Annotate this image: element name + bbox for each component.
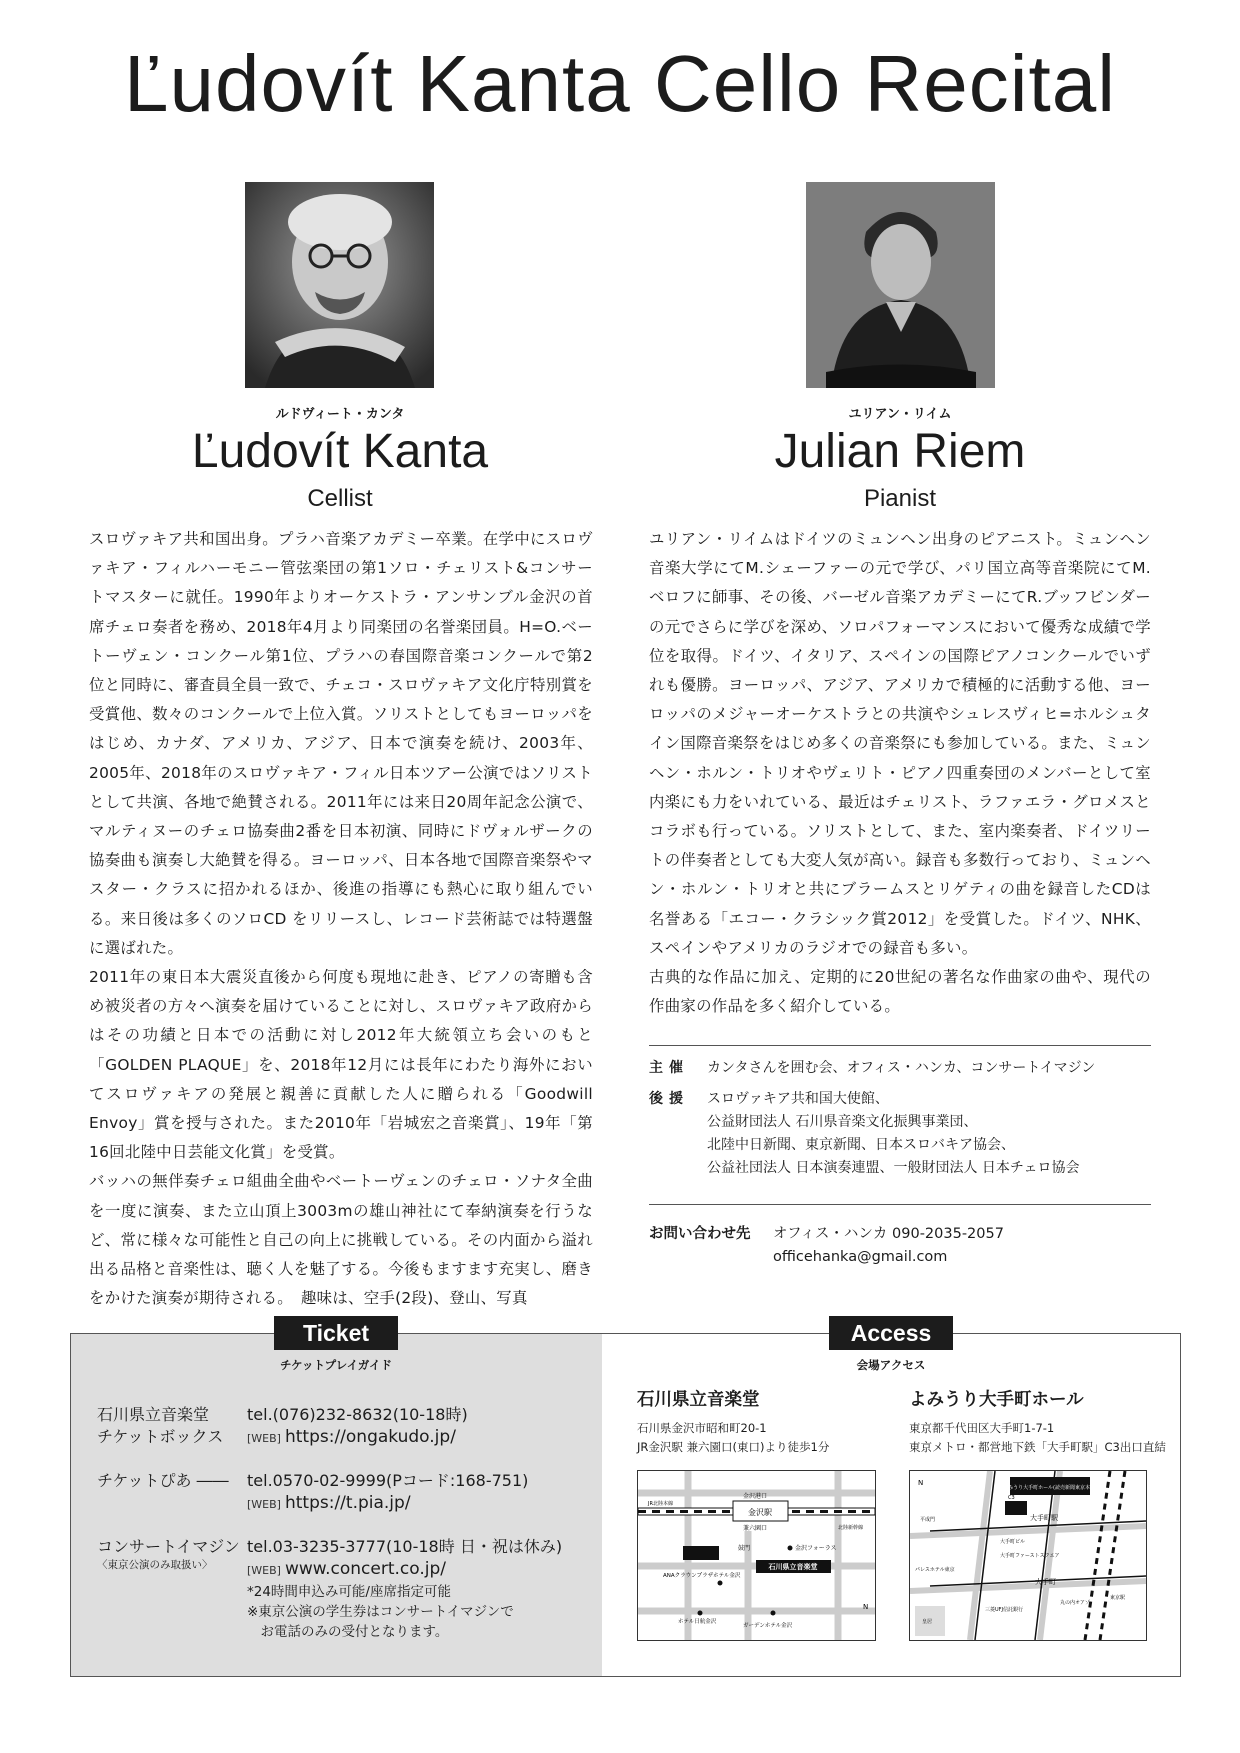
map-kanazawa	[637, 1470, 876, 1641]
venue-yomiuri	[909, 1386, 1166, 1457]
outlet-url[interactable]: www.concert.co.jp/	[284, 1559, 447, 1579]
map-label: 兼六園口	[743, 1525, 768, 1532]
access-tab: Access	[829, 1316, 953, 1350]
support-label: 後援	[649, 1091, 689, 1107]
contact-label: お問い合わせ先	[649, 1226, 751, 1242]
cellist-bio-paragraph: 2011年の東日本大震災直後から何度も現地に赴き、ピアノの寄贈も含め被災者の方々へ演奏を届けていることに対し、スロヴァキア政府からはその功績と日本での活動に対し2012年大統領立ち会いのもと「GOLDEN PLAQUE」を、2018年12月には長年にわたり海外においてスロヴァキアの発展と親善に貢献した人に贈られる「Goodwill Envoy」賞を授与された。また2010年「岩城宏之音楽賞」、19年「第16回北陸中日芸能文化賞」を受賞。	[89, 968, 593, 1162]
outlet-note: *24時間申込み可能/座席指定可能	[247, 1584, 451, 1600]
map-label: 三菱UFJ信託銀行	[985, 1607, 1024, 1613]
support-line: 公益社団法人 日本演奏連盟、一般財団法人 日本チェロ協会	[707, 1160, 1080, 1176]
map-label: 皇居	[922, 1619, 933, 1625]
outlet-name: コンサートイマジン	[97, 1537, 240, 1556]
contact-email[interactable]: officehanka@gmail.com	[773, 1249, 948, 1265]
venue-name: よみうり大手町ホール	[909, 1390, 1084, 1410]
cellist-bio	[89, 525, 593, 1313]
host-text: カンタさんを囲む会、オフィス・ハンカ、コンサートイマジン	[707, 1060, 1096, 1076]
pianist-bio	[649, 525, 1151, 1021]
north-icon: N	[918, 1479, 924, 1487]
map-label: 金沢フォーラス	[795, 1545, 837, 1552]
map-label: 石川県立音楽堂	[768, 1563, 818, 1571]
map-label: 平成門	[920, 1517, 936, 1523]
ticket-outlet	[97, 1404, 468, 1450]
support-line: スロヴァキア共和国大使館、	[707, 1091, 889, 1107]
ticket-tab: Ticket	[274, 1316, 398, 1350]
support-line: 北陸中日新聞、東京新聞、日本スロバキア協会、	[707, 1137, 1015, 1153]
venue-name: 石川県立音楽堂	[637, 1390, 760, 1410]
outlet-tel: tel.(076)232-8632(10-18時)	[247, 1405, 468, 1424]
cellist-photo	[245, 182, 434, 388]
outlet-name: チケットボックス	[97, 1427, 224, 1446]
divider	[649, 1204, 1151, 1205]
outlet-note: ※東京公演の学生券はコンサートイマジンで	[247, 1604, 514, 1620]
cellist-role: Cellist	[307, 485, 373, 512]
cellist-kana: ルドヴィート・カンタ	[275, 407, 405, 422]
divider	[649, 1045, 1151, 1046]
venue-directions: JR金沢駅 兼六園口(東口)より徒歩1分	[637, 1440, 830, 1454]
venue-directions: 東京メトロ・都営地下鉄「大手町駅」C3出口直結	[909, 1440, 1166, 1454]
north-icon: N	[863, 1603, 869, 1611]
outlet-tel: tel.03-3235-3777(10-18時 日・祝は休み)	[247, 1537, 563, 1556]
map-label: 金沢港口	[743, 1493, 768, 1500]
web-tag: [WEB]	[247, 1432, 281, 1445]
map-label: 金沢駅	[748, 1508, 772, 1517]
host-label: 主催	[649, 1060, 689, 1076]
ticket-outlet	[97, 1470, 528, 1516]
outlet-url[interactable]: https://ongakudo.jp/	[284, 1427, 456, 1447]
map-label: 大手町	[1035, 1578, 1056, 1586]
web-tag: [WEB]	[247, 1564, 281, 1577]
map-label: ANAクラウンプラザホテル金沢	[663, 1573, 741, 1579]
outlet-tel: tel.0570-02-9999(Pコード:168-751)	[247, 1471, 529, 1490]
pianist-role: Pianist	[863, 485, 937, 512]
map-label: JR北陸本線	[648, 1501, 673, 1507]
venue-address: 東京都千代田区大手町1-7-1	[909, 1421, 1055, 1435]
venue-address: 石川県金沢市昭和町20-1	[637, 1421, 767, 1435]
outlet-url[interactable]: https://t.pia.jp/	[284, 1493, 411, 1513]
map-label: 大手町ファーストスクエア	[1000, 1553, 1060, 1559]
map-label: 鼓門	[738, 1545, 751, 1552]
map-label: 北陸新幹線	[838, 1525, 864, 1531]
contact-block	[649, 1223, 1004, 1269]
outlet-note: お電話のみの受付となります。	[247, 1624, 449, 1640]
cellist-bio-paragraph: スロヴァキア共和国出身。プラハ音楽アカデミー卒業。在学中にスロヴァキア・フィルハーモニー管弦楽団の第1ソロ・チェリスト&コンサートマスターに就任。1990年よりオーケストラ・アンサンブル金沢の首席チェロ奏者を務め、2018年4月より同楽団の名誉楽団員。H=O.ベートーヴェン・コンクール第1位、プラハの春国際音楽コンクールで第2位と同時に、審査員全員一致で、チェコ・スロヴァキア文化庁特別賞を受賞他、数々のコンクールで上位入賞。ソリストとしてもヨーロッパをはじめ、カナダ、アメリカ、アジア、日本で演奏を続け、2003年、2005年、2018年のスロヴァキア・フィル日本ツアー公演ではソリストとして共演、各地で絶賛される。2011年には来日20周年記念公演で、マルティヌーのチェロ協奏曲2番を日本初演、同時にドヴォルザークの協奏曲も演奏し大絶賛を得る。ヨーロッパ、日本各地で国際音楽祭やマスター・クラスに招かれるほか、後進の指導にも熱心に取り組んでいる。来日後は多くのソロCD をリリースし、レコード芸術誌では特選盤に選ばれた。	[89, 530, 593, 957]
ticket-outlet	[97, 1536, 562, 1642]
pianist-kana: ユリアン・リイム	[848, 407, 952, 422]
ticket-subtitle: チケットプレイガイド	[280, 1358, 392, 1372]
pianist-bio-paragraph: 古典的な作品に加え、定期的に20世紀の著名な作曲家の曲や、現代の作曲家の作品を多く紹介している。	[649, 968, 1151, 1016]
organizers	[649, 1057, 1151, 1188]
map-otemachi	[909, 1470, 1147, 1641]
pianist-bio-paragraph: ユリアン・リイムはドイツのミュンヘン出身のピアニスト。ミュンヘン音楽大学にてM.シェーファーの元で学び、パリ国立高等音楽院にてM.ベロフに師事、その後、バーゼル音楽アカデミーにてR.ブッフビンダーの元でさらに学びを深め、ソロパフォーマンスにおいて優秀な成績で学位を取得。ドイツ、イタリア、スペインの国際ピアノコンクールでいずれも優勝。ヨーロッパ、アジア、アメリカで積極的に活動する他、ヨーロッパのメジャーオーケストラとの共演やシュレスヴィヒ=ホルシュタイン国際音楽祭をはじめ多くの音楽祭にも参加している。また、ミュンヘン・ホルン・トリオやヴェリト・ピアノ四重奏団のメンバーとして室内楽にも力をいれている、最近はチェリスト、ラファエラ・グロメスとコラボも行っている。ソリストとして、また、室内楽奏者、ドイツリートの伴奏者としても大変人気が高い。録音も多数行っており、ミュンヘン・ホルン・トリオと共にブラームスとリゲティの曲を録音したCDは名誉ある「エコー・クラシック賞2012」を受賞した。ドイツ、NHK、スペインやアメリカのラジオでの録音も多い。	[649, 530, 1151, 957]
map-label: よみうり大手町ホール(読売新聞東京本社)	[1003, 1485, 1097, 1491]
contact-name: オフィス・ハンカ 090-2035-2057	[773, 1226, 1004, 1242]
venue-ishikawa	[637, 1386, 829, 1457]
outlet-name: 石川県立音楽堂	[97, 1405, 210, 1424]
web-tag: [WEB]	[247, 1498, 281, 1511]
map-label: 東京駅	[1110, 1595, 1126, 1601]
pianist-name: Julian Riem	[774, 425, 1026, 478]
map-label: ガーデンホテル金沢	[743, 1623, 793, 1629]
map-label: 丸の内オアゾ	[1060, 1600, 1090, 1606]
cellist-name: Ľudovít Kanta	[191, 425, 489, 478]
map-label: 大手町駅	[1030, 1514, 1058, 1522]
outlet-name: チケットぴあ ――	[97, 1471, 229, 1490]
map-label: パレスホテル東京	[915, 1567, 955, 1573]
map-label: ホテル日航金沢	[678, 1619, 717, 1625]
pianist-photo	[806, 182, 995, 388]
map-label: C3	[1008, 1495, 1015, 1501]
support-line: 公益財団法人 石川県音楽文化振興事業団、	[707, 1114, 978, 1130]
page-title: Ľudovít Kanta Cello Recital	[124, 39, 1116, 128]
outlet-note: 〈東京公演のみ取扱い〉	[97, 1559, 213, 1571]
cellist-bio-paragraph: バッハの無伴奏チェロ組曲全曲やベートーヴェンのチェロ・ソナタ全曲を一度に演奏、また立山頂上3003mの雄山神社にて奉納演奏を行うなど、常に様々な可能性と自己の向上に挑戦している。その内面から溢れ出る品格と音楽性は、聴く人を魅了する。今後もますます充実し、磨きをかけた演奏が期待される。 趣味は、空手(2段)、登山、写真	[89, 1172, 593, 1308]
access-subtitle: 会場アクセス	[856, 1358, 926, 1372]
map-label: 大手町ビル	[1000, 1539, 1026, 1545]
